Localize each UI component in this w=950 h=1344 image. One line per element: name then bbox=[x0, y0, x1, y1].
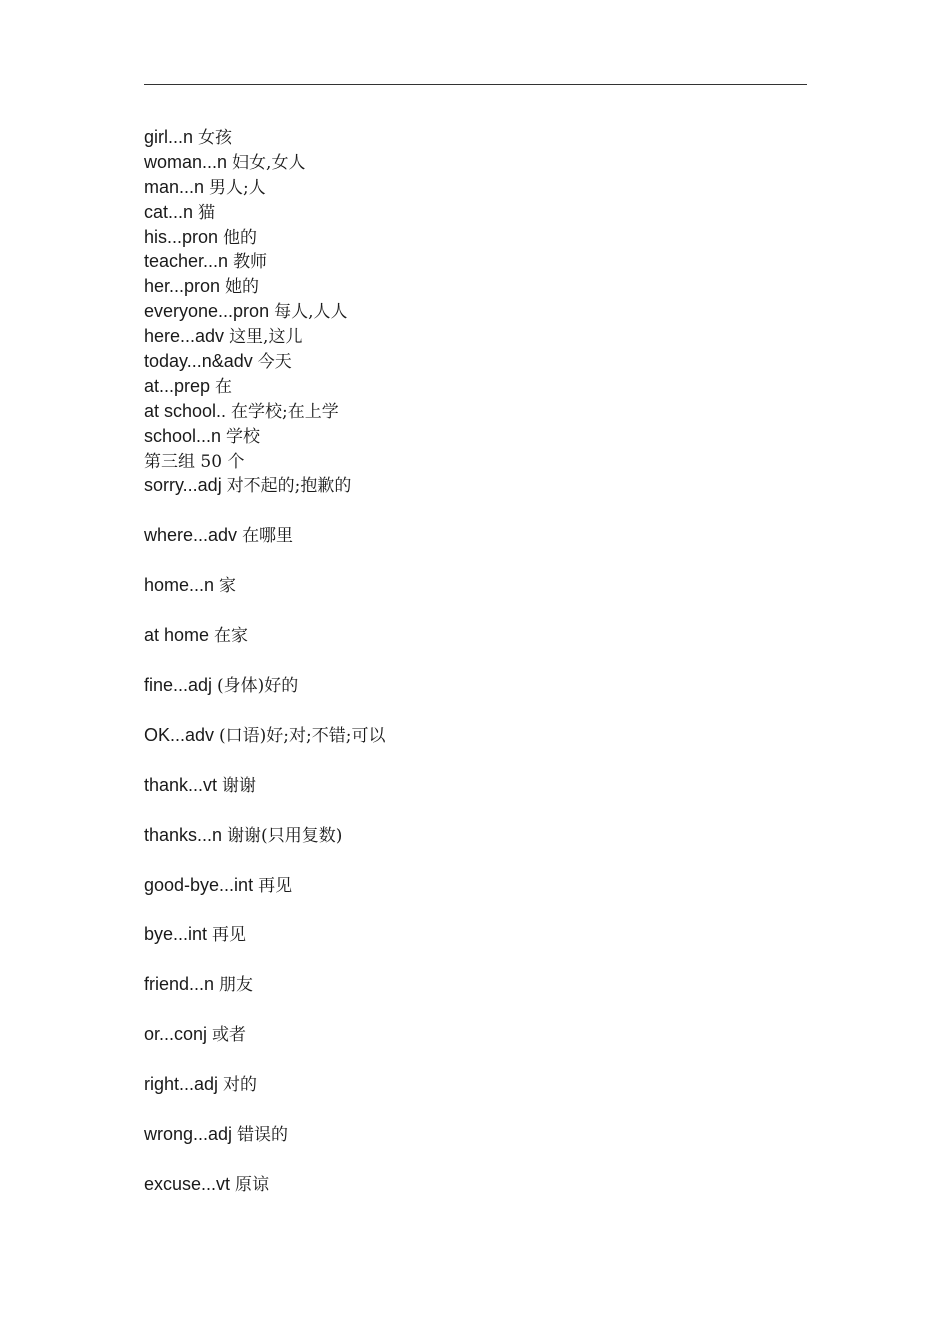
vocabulary-list bbox=[144, 125, 804, 1197]
entry-meaning: 在家 bbox=[214, 626, 249, 647]
group-heading bbox=[144, 449, 804, 474]
entry-term: at home bbox=[144, 625, 215, 646]
list-item bbox=[144, 175, 804, 200]
list-item bbox=[144, 249, 804, 274]
entry-meaning: 她的 bbox=[225, 277, 260, 298]
entry-meaning: 原谅 bbox=[235, 1174, 270, 1195]
entry-term: home...n bbox=[144, 575, 220, 596]
entry-meaning: 妇女,女人 bbox=[232, 152, 306, 173]
entry-term: where...adv bbox=[144, 525, 243, 546]
list-item bbox=[144, 673, 804, 698]
entry-term: right...adj bbox=[144, 1074, 224, 1095]
list-item bbox=[144, 349, 804, 374]
entry-meaning: 女孩 bbox=[198, 128, 233, 148]
entry-meaning: 错误的 bbox=[237, 1125, 289, 1146]
entry-term: or...conj bbox=[144, 1024, 213, 1045]
list-item bbox=[144, 424, 804, 449]
list-item bbox=[144, 374, 804, 399]
list-item bbox=[144, 922, 804, 947]
list-item bbox=[144, 1172, 804, 1197]
list-item bbox=[144, 299, 804, 324]
entry-term: thank...vt bbox=[144, 774, 223, 795]
entry-meaning: 在 bbox=[215, 376, 233, 397]
entry-meaning: 这里,这儿 bbox=[229, 327, 303, 348]
entry-meaning: 再见 bbox=[212, 925, 247, 946]
entry-meaning: 家 bbox=[219, 576, 237, 597]
list-item bbox=[144, 225, 804, 250]
entry-meaning: 在哪里 bbox=[242, 526, 294, 547]
entry-meaning: 教师 bbox=[233, 252, 268, 273]
entry-meaning: (身体)好的 bbox=[217, 676, 299, 697]
list-item bbox=[144, 523, 804, 548]
entry-term: everyone...pron bbox=[144, 301, 275, 322]
list-item bbox=[144, 399, 804, 424]
entry-term: at school.. bbox=[144, 400, 232, 421]
entry-term: thanks...n bbox=[144, 824, 228, 845]
entry-term: cat...n bbox=[144, 201, 199, 222]
entry-term: here...adv bbox=[144, 326, 230, 347]
list-item bbox=[144, 773, 804, 798]
entry-meaning: (口语)好;对;不错;可以 bbox=[219, 725, 386, 746]
entry-term: man...n bbox=[144, 176, 210, 197]
list-item bbox=[144, 723, 804, 748]
entry-term: excuse...vt bbox=[144, 1173, 236, 1194]
list-item bbox=[144, 873, 804, 898]
entry-meaning: 谢谢(只用复数) bbox=[227, 825, 343, 846]
list-item bbox=[144, 473, 804, 498]
list-item bbox=[144, 1022, 804, 1047]
entry-term: sorry...adj bbox=[144, 475, 227, 496]
entry-term: bye...int bbox=[144, 924, 213, 945]
list-item bbox=[144, 1072, 804, 1097]
entry-meaning: 谢谢 bbox=[222, 775, 257, 796]
entry-term: her...pron bbox=[144, 276, 226, 297]
group-heading-text: 第三组 50 个 bbox=[144, 451, 245, 472]
entry-meaning: 再见 bbox=[258, 875, 293, 896]
entry-term: at...prep bbox=[144, 375, 216, 396]
entry-term: wrong...adj bbox=[144, 1124, 238, 1145]
list-item bbox=[144, 200, 804, 225]
entry-meaning: 猫 bbox=[198, 202, 216, 223]
entry-term: school...n bbox=[144, 425, 227, 446]
entry-term: girl...n bbox=[144, 127, 199, 147]
entry-meaning: 学校 bbox=[226, 426, 261, 447]
entry-term: teacher...n bbox=[144, 251, 234, 272]
entry-meaning: 男人;人 bbox=[209, 177, 266, 198]
list-item bbox=[144, 823, 804, 848]
entry-term: his...pron bbox=[144, 226, 224, 247]
entry-meaning: 对不起的;抱歉的 bbox=[226, 476, 352, 497]
list-item bbox=[144, 1122, 804, 1147]
entry-meaning: 朋友 bbox=[219, 975, 254, 996]
entry-meaning: 在学校;在上学 bbox=[231, 401, 339, 422]
entry-meaning: 今天 bbox=[257, 352, 292, 373]
entry-term: today...n&adv bbox=[144, 351, 258, 372]
list-item bbox=[144, 573, 804, 598]
list-item bbox=[144, 623, 804, 648]
list-item bbox=[144, 972, 804, 997]
list-item bbox=[144, 150, 804, 175]
entry-meaning: 对的 bbox=[223, 1075, 258, 1096]
entry-meaning: 他的 bbox=[223, 227, 258, 248]
header-rule bbox=[144, 84, 807, 85]
list-item bbox=[144, 324, 804, 349]
entry-term: friend...n bbox=[144, 974, 220, 995]
entry-term: fine...adj bbox=[144, 675, 218, 696]
list-item bbox=[144, 125, 804, 150]
entry-meaning: 每人,人人 bbox=[274, 302, 348, 323]
entry-term: good-bye...int bbox=[144, 874, 259, 895]
entry-term: OK...adv bbox=[144, 724, 220, 745]
entry-meaning: 或者 bbox=[212, 1025, 247, 1046]
list-item bbox=[144, 274, 804, 299]
entry-term: woman...n bbox=[144, 151, 233, 172]
